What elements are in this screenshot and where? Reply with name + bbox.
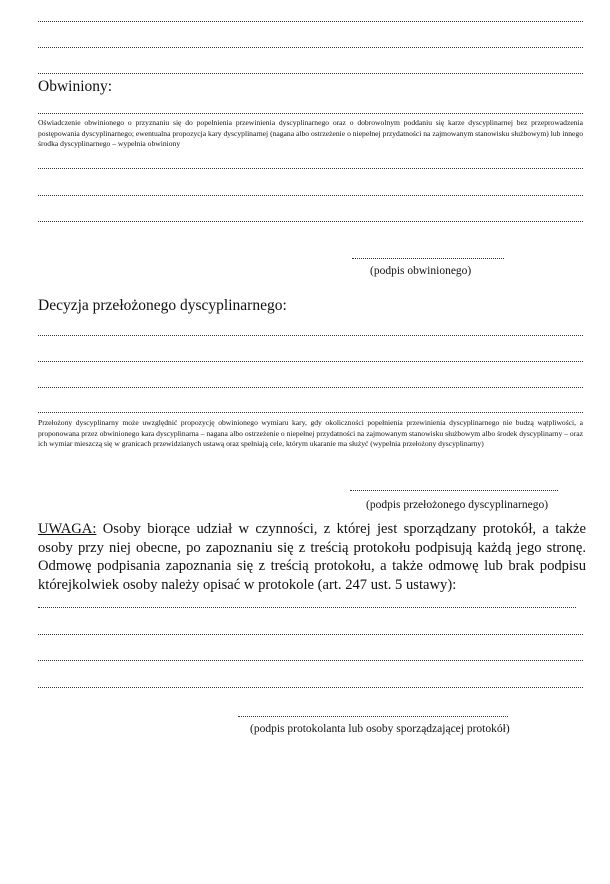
fill-line[interactable] — [38, 21, 583, 22]
fill-line[interactable] — [38, 113, 583, 114]
fill-line[interactable] — [38, 634, 583, 635]
decision-heading: Decyzja przełożonego dyscyplinarnego: — [38, 297, 287, 314]
fill-line[interactable] — [38, 195, 583, 196]
recorder-signature-line[interactable] — [238, 716, 508, 717]
accused-heading: Obwiniony: — [38, 78, 113, 95]
supervisor-signature-line[interactable] — [350, 490, 558, 491]
fill-line[interactable] — [38, 73, 583, 74]
fill-line[interactable] — [38, 221, 583, 222]
fill-line[interactable] — [38, 412, 583, 413]
notice-label: UWAGA: — [38, 521, 97, 537]
fill-line[interactable] — [38, 168, 583, 169]
fill-line[interactable] — [38, 607, 576, 608]
fill-line[interactable] — [38, 335, 583, 336]
fill-line[interactable] — [38, 47, 583, 48]
accused-signature-label: (podpis obwinionego) — [370, 265, 472, 277]
decision-instruction: Przełożony dyscyplinarny może uwzględnić propozycję obwinionego wymiaru kary, gdy okoliczności popełnienia przewinienia dyscyplinarnego nie budzą wątpliwości, a proponowana przez obwinionego kara dyscyplinarna – nagana albo ostrzeżenie o niepełnej przydatności na zajmowanym stanowisku służbowym albo środek dyscyplinarny – oraz ich wymiar mieszczą się w granicach przewidzianych ustawą oraz spełniają cele, którym ukaranie ma służyć (wypełnia przełożony dyscyplinarny) — [38, 418, 583, 449]
accused-signature-line[interactable] — [352, 258, 504, 259]
fill-line[interactable] — [38, 361, 583, 362]
notice-text: Osoby biorące udział w czynności, z której jest sporządzany protokół, a także osoby przy niej obecne, po zapoznaniu się z treścią protokołu podpisują każdą jego stronę. Odmowę podpisania zapoznania się z treścią protokołu, a także odmowę lub brak podpisu którejkolwiek osoby należy opisać w protokole (art. 247 ust. 5 ustawy): — [38, 521, 586, 593]
fill-line[interactable] — [38, 660, 583, 661]
supervisor-signature-label: (podpis przełożonego dyscyplinarnego) — [366, 499, 549, 511]
fill-line[interactable] — [38, 687, 583, 688]
fill-line[interactable] — [38, 387, 583, 388]
recorder-signature-label: (podpis protokolanta lub osoby sporządzającej protokół) — [250, 723, 510, 735]
accused-instruction: Oświadczenie obwinionego o przyznaniu się do popełnienia przewinienia dyscyplinarnego oraz o dobrowolnym poddaniu się karze dyscyplinarnej bez przeprowadzenia postępowania dyscyplinarnego; ewentualna propozycja kary dyscyplinarnej (nagana albo ostrzeżenie o niepełnej przydatności na zajmowanym stanowisku służbowym) lub innego środka dyscyplinarnego – wypełnia obwiniony — [38, 118, 583, 149]
notice-paragraph — [38, 520, 586, 594]
